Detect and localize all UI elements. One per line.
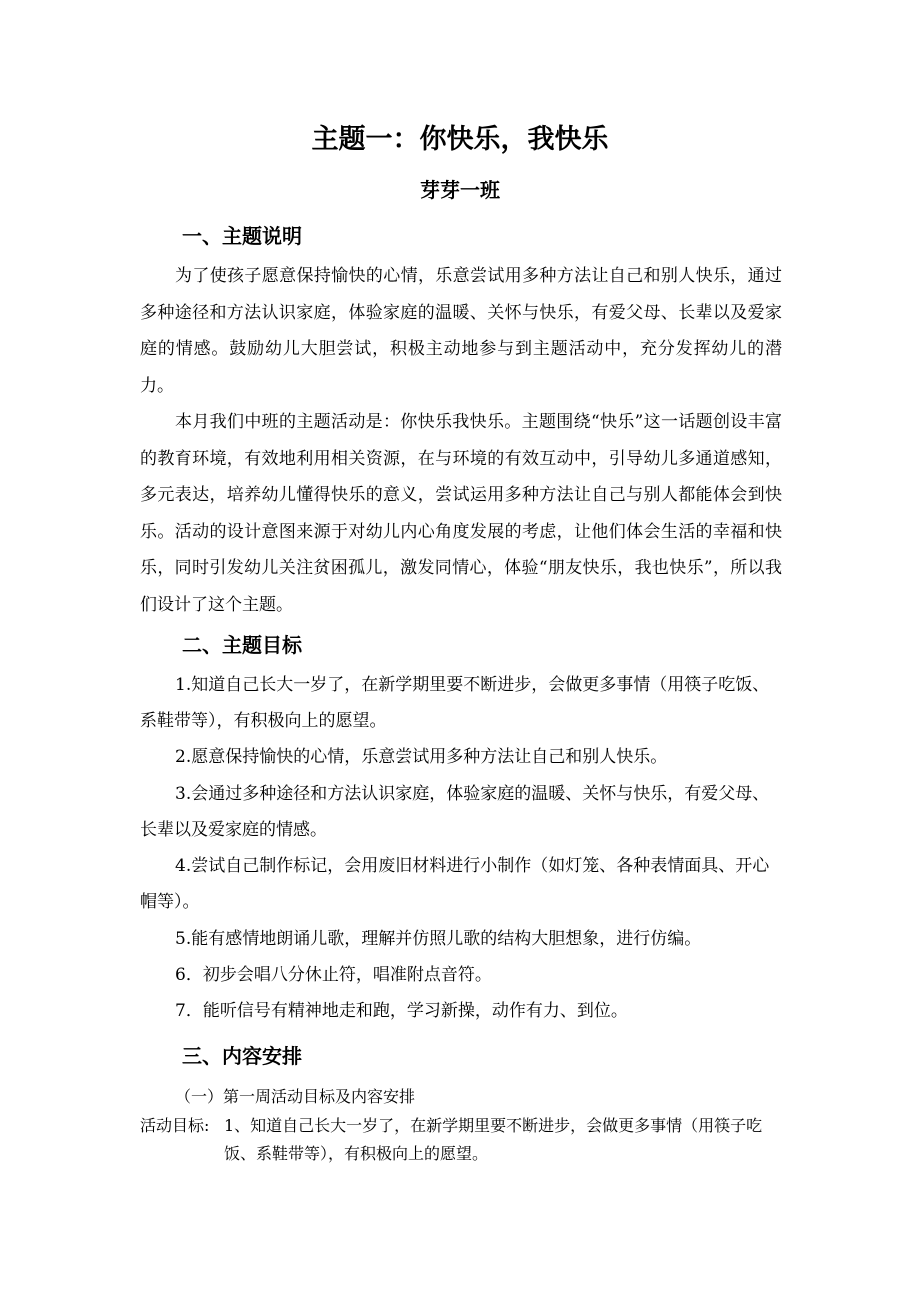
goal-item-3: 3.会通过多种途径和方法认识家庭，体验家庭的温暖、关怀与快乐，有爱父母、长辈以及爱家庭的情感。 [140,784,770,840]
section-heading-1: 一、主题说明 [182,224,302,248]
week-subheading: （一）第一周活动目标及内容安排 [175,1087,416,1106]
activity-goal-text: 1、知道自己长大一岁了，在新学期里要不断进步，会做更多事情（用筷子吃饭、系鞋带等），有积极向上的愿望。 [224,1116,763,1163]
class-name: 芽芽一班 [420,178,500,202]
section-heading-2: 二、主题目标 [182,633,302,657]
goal-item-1: 1.知道自己长大一岁了，在新学期里要不断进步，会做更多事情（用筷子吃饭、系鞋带等），有积极向上的愿望。 [140,675,770,731]
goal-item-7: 7．能听信号有精神地走和跑，学习新操，动作有力、到位。 [175,1001,628,1021]
paragraph-1: 为了使孩子愿意保持愉快的心情，乐意尝试用多种方法让自己和别人快乐，通过多种途径和方法认识家庭，体验家庭的温暖、关怀与快乐，有爱父母、长辈以及爱家庭的情感。鼓励幼儿大胆尝试，积极主动地参与到主题活动中，充分发挥幼儿的潜力。 [140,266,782,396]
goal-item-4: 4.尝试自己制作标记，会用废旧材料进行小制作（如灯笼、各种表情面具、开心帽等）。 [140,856,770,912]
goal-item-5: 5.能有感情地朗诵儿歌，理解并仿照儿歌的结构大胆想象，进行仿编。 [175,929,702,949]
section-heading-3: 三、内容安排 [182,1044,302,1068]
goal-item-2: 2.愿意保持愉快的心情，乐意尝试用多种方法让自己和别人快乐。 [175,747,668,767]
document-title: 主题一：你快乐，我快乐 [311,124,609,155]
goal-item-6: 6．初步会唱八分休止符，唱准附点音符。 [175,965,492,985]
activity-goal-label: 活动目标: [140,1116,210,1135]
paragraph-2: 本月我们中班的主题活动是：你快乐我快乐。主题围绕“快乐”这一话题创设丰富的教育环境，有效地利用相关资源，在与环境的有效互动中，引导幼儿多通道感知，多元表达，培养幼儿懂得快乐的意义，尝试运用多种方法让自己与别人都能体会到快乐。活动的设计意图来源于对幼儿内心角度发展的考虑，让他们体会生活的幸福和快乐，同时引发幼儿关注贫困孤儿，激发同情心，体验“朋友快乐，我也快乐”，所以我们设计了这个主题。 [140,412,782,615]
